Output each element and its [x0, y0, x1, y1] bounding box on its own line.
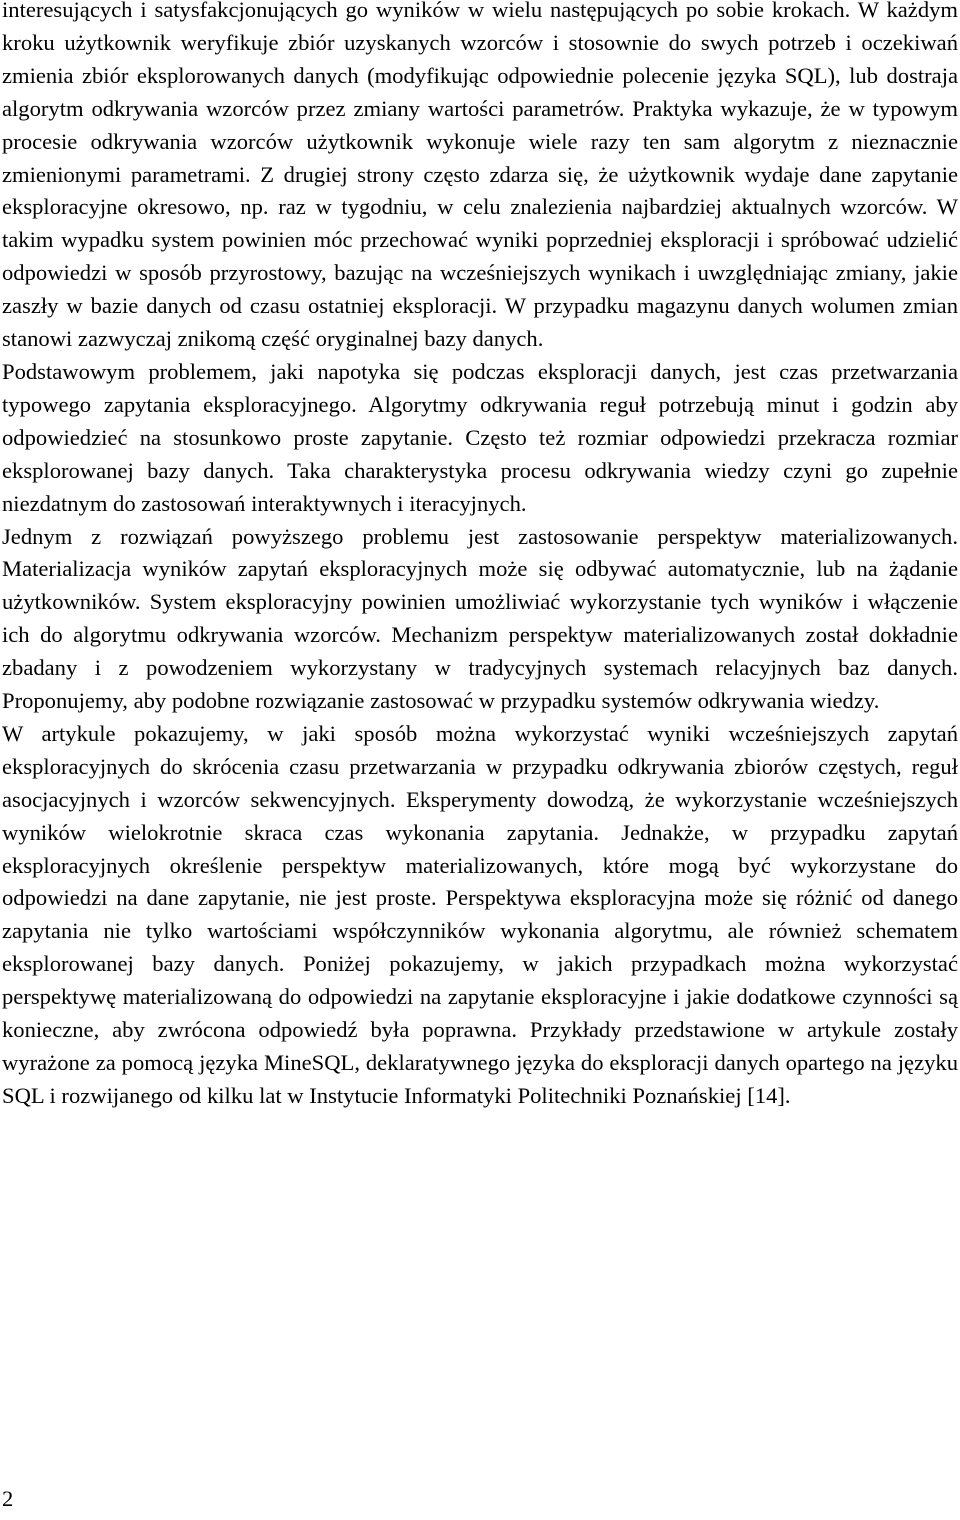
paragraph-2: Podstawowym problemem, jaki napotyka się podczas eksploracji danych, jest czas przetwarzania typowego zapytania eksploracyjnego. Algorytmy odkrywania reguł potrzebują minut i godzin aby odpowiedzieć na stosunkowo proste zapytanie. Często też rozmiar odpowiedzi przekracza rozmiar eksplorowanej bazy danych. Taka charakterystyka procesu odkrywania wiedzy czyni go zupełnie niezdatnym do zastosowań interaktywnych i iteracyjnych.	[2, 358, 958, 516]
paragraph-3: Jednym z rozwiązań powyższego problemu jest zastosowanie perspektyw materializowanych. Materializacja wyników zapytań eksploracyjnych może się odbywać automatycznie, lub na żądanie użytkowników. System eksploracyjny powinien umożliwiać wykorzystanie tych wyników i włączenie ich do algorytmu odkrywania wzorców. Mechanizm perspektyw materializowanych został dokładnie zbadany i z powodzeniem wykorzystany w tradycyjnych systemach relacyjnych baz danych. Proponujemy, aby podobne rozwiązanie zastosować w przypadku systemów odkrywania wiedzy.	[2, 523, 958, 714]
body-text	[2, 0, 958, 1113]
paragraph-4: W artykule pokazujemy, w jaki sposób można wykorzystać wyniki wcześniejszych zapytań eksploracyjnych do skrócenia czasu przetwarzania w przypadku odkrywania zbiorów częstych, reguł asocjacyjnych i wzorców sekwencyjnych. Eksperymenty dowodzą, że wykorzystanie wcześniejszych wyników wielokrotnie skraca czas wykonania zapytania. Jednakże, w przypadku zapytań eksploracyjnych określenie perspektyw materializowanych, które mogą być wykorzystane do odpowiedzi na dane zapytanie, nie jest proste. Perspektywa eksploracyjna może się różnić od danego zapytania nie tylko wartościami współczynników wykonania algorytmu, ale również schematem eksplorowanej bazy danych. Poniżej pokazujemy, w jakich przypadkach można wykorzystać perspektywę materializowaną do odpowiedzi na zapytanie eksploracyjne i jakie dodatkowe czynności są konieczne, aby zwrócona odpowiedź była poprawna. Przykłady przedstawione w artykule zostały wyrażone za pomocą języka MineSQL, deklaratywnego języka do eksploracji danych opartego na języku SQL i rozwijanego od kilku lat w Instytucie Informatyki Politechniki Poznańskiej [14].	[2, 720, 958, 1108]
paragraph-1: interesujących i satysfakcjonujących go wyników w wielu następujących po sobie krokach. W każdym kroku użytkownik weryfikuje zbiór uzyskanych wzorców i stosownie do swych potrzeb i oczekiwań zmienia zbiór eksplorowanych danych (modyfikując odpowiednie polecenie języka SQL), lub dostraja algorytm odkrywania wzorców przez zmiany wartości parametrów. Praktyka wykazuje, że w typowym procesie odkrywania wzorców użytkownik wykonuje wiele razy ten sam algorytm z nieznacznie zmienionymi parametrami. Z drugiej strony często zdarza się, że użytkownik wydaje dane zapytanie eksploracyjne okresowo, np. raz w tygodniu, w celu znalezienia najbardziej aktualnych wzorców. W takim wypadku system powinien móc przechować wyniki poprzedniej eksploracji i spróbować udzielić odpowiedzi w sposób przyrostowy, bazując na wcześniejszych wynikach i uwzględniając zmiany, jakie zaszły w bazie danych od czasu ostatniej eksploracji. W przypadku magazynu danych wolumen zmian stanowi zazwyczaj znikomą część oryginalnej bazy danych.	[2, 0, 958, 352]
page-number: 2	[2, 1486, 14, 1511]
